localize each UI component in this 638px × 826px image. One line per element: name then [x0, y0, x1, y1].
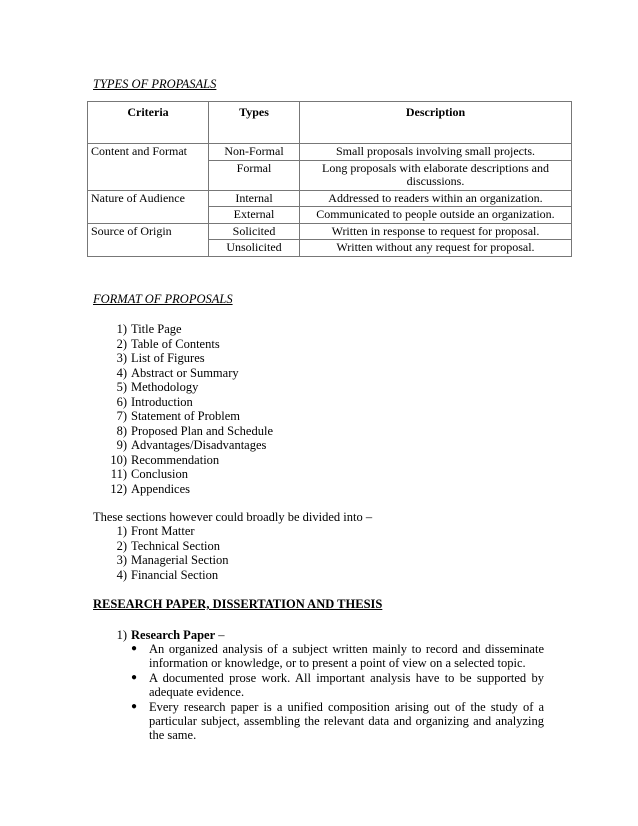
list-item: 2) Table of Contents [116, 336, 220, 351]
bullet-icon: ● [131, 643, 138, 654]
table-row [88, 144, 572, 161]
table-header-row [88, 102, 572, 144]
list-item: ● An organized analysis of a subject written mainly to record and disseminate information or knowledge, or to present a point of view on a selected topic. [131, 642, 544, 671]
cell-type: Solicited [209, 223, 300, 240]
cell-type: Unsolicited [209, 240, 300, 257]
list-item: 2) Technical Section [116, 538, 221, 553]
list-item: 10) Recommendation [110, 452, 220, 467]
list-item: 1) Front Matter [116, 524, 195, 538]
cell-description: Communicated to people outside an organization. [300, 207, 572, 224]
cell-description: Written without any request for proposal. [300, 240, 572, 257]
proposal-types-table [87, 101, 572, 257]
table-row [88, 160, 572, 190]
cell-description: Small proposals involving small projects. [300, 144, 572, 161]
list-item: 8) Proposed Plan and Schedule [116, 423, 273, 438]
cell-type: External [209, 207, 300, 224]
table-row [88, 190, 572, 207]
format-list [93, 322, 273, 496]
cell-criteria: Nature of Audience [88, 190, 209, 207]
header-criteria: Criteria [88, 102, 209, 144]
list-item: 5) Methodology [116, 380, 199, 394]
table-row [88, 223, 572, 240]
list-item: 4) Abstract or Summary [116, 365, 239, 380]
cell-description: Addressed to readers within an organization. [300, 190, 572, 207]
list-item: ● Every research paper is a unified composition arising out of the study of a particular subject, assembling the relevant data and organizing and analyzing the same. [131, 699, 544, 743]
cell-type: Formal [209, 160, 300, 190]
research-paper-title: 1) Research Paper – [116, 628, 225, 642]
list-item: 3) Managerial Section [116, 553, 229, 567]
list-item: 9) Advantages/Disadvantages [116, 438, 267, 452]
list-item: 7) Statement of Problem [116, 409, 241, 423]
types-heading: TYPES OF PROPASALS [93, 77, 217, 91]
cell-type: Non-Formal [209, 144, 300, 161]
bullet-icon: ● [131, 671, 138, 683]
research-paper-bullets [131, 642, 544, 743]
cell-type: Internal [209, 190, 300, 207]
cell-criteria [88, 240, 209, 257]
list-item: 11) Conclusion [110, 467, 188, 481]
list-item: ● A documented prose work. All important analysis have to be supported by adequate evidence. [131, 670, 544, 700]
list-item: 4) Financial Section [116, 567, 219, 582]
table-row [88, 207, 572, 224]
cell-description: Written in response to request for proposal. [300, 223, 572, 240]
list-item: 12) Appendices [110, 481, 191, 496]
research-heading: RESEARCH PAPER, DISSERTATION AND THESIS [93, 597, 383, 611]
cell-criteria: Source of Origin [88, 223, 209, 240]
list-item: 1) Title Page [116, 322, 182, 336]
sections-list [93, 524, 229, 582]
sections-intro: These sections however could broadly be divided into – [93, 510, 373, 524]
list-item: 6) Introduction [116, 394, 193, 409]
bullet-icon: ● [131, 700, 138, 712]
header-description: Description [300, 102, 572, 144]
cell-criteria [88, 207, 209, 224]
table-row [88, 240, 572, 257]
format-heading: FORMAT OF PROPOSALS [93, 292, 233, 306]
cell-description: Long proposals with elaborate descriptions and discussions. [300, 160, 572, 190]
list-item: 3) List of Figures [116, 351, 205, 365]
cell-criteria [88, 160, 209, 190]
cell-criteria: Content and Format [88, 144, 209, 161]
header-types: Types [209, 102, 300, 144]
